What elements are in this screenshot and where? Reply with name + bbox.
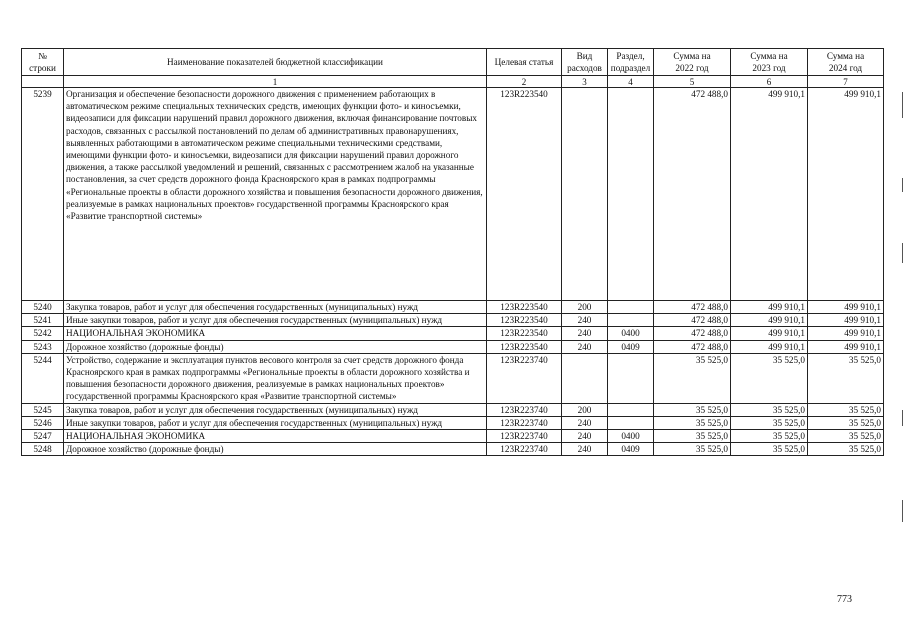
row-number: 5239 [22, 88, 64, 301]
column-number: 4 [608, 76, 654, 88]
scan-edge-mark [902, 92, 903, 118]
row-sum-2023: 499 910,1 [731, 327, 808, 340]
row-number: 5241 [22, 314, 64, 327]
row-sum-2023: 35 525,0 [731, 416, 808, 429]
row-name: Закупка товаров, работ и услуг для обеспечения государственных (муниципальных) нужд [64, 301, 487, 314]
column-number: 1 [64, 76, 487, 88]
row-name: Организация и обеспечение безопасности дорожного движения с применением работающих в автоматическом режиме специальных технических средств, имеющих функции фото- и киносъемки, видеозаписи для фиксации нарушений правил дорожного движения, включая финансирование почтовых расходов, связанных с рассылкой постановлений по делам об административных правонарушениях, выявленных работающими в автоматическом режиме специальными техническими средствами, имеющими функции фото- и киносъемки, видеозаписи для фиксации нарушений правил дорожного движения, а также рассылкой уведомлений и решений, связанных с рассмотрением жалоб на указанные постановления, за счет средств дорожного фонда Красноярского края в рамках подпрограммы «Региональные проекты в области дорожного хозяйства и повышения безопасности дорожного движения, реализуемые в рамках национальных проектов» государственной программы Красноярского края «Развитие транспортной системы» [64, 88, 487, 301]
row-number: 5242 [22, 327, 64, 340]
row-target-article: 123R223740 [487, 353, 562, 403]
row-sum-2024: 499 910,1 [808, 314, 884, 327]
row-section: 0400 [608, 430, 654, 443]
budget-table [21, 48, 884, 456]
row-section [608, 416, 654, 429]
row-sum-2023: 35 525,0 [731, 353, 808, 403]
row-section [608, 403, 654, 416]
row-sum-2023: 35 525,0 [731, 430, 808, 443]
row-number: 5247 [22, 430, 64, 443]
header-expense-type: Вид расходов [562, 49, 608, 76]
header-indicator-name: Наименование показателей бюджетной классификации [64, 49, 487, 76]
row-number: 5240 [22, 301, 64, 314]
row-target-article: 123R223540 [487, 88, 562, 301]
row-number: 5248 [22, 443, 64, 456]
row-sum-2023: 499 910,1 [731, 88, 808, 301]
row-name: Иные закупки товаров, работ и услуг для обеспечения государственных (муниципальных) нужд [64, 314, 487, 327]
row-name: Иные закупки товаров, работ и услуг для обеспечения государственных (муниципальных) нужд [64, 416, 487, 429]
row-expense-type [562, 88, 608, 301]
column-number [22, 76, 64, 88]
row-section [608, 314, 654, 327]
row-expense-type: 200 [562, 301, 608, 314]
row-number: 5246 [22, 416, 64, 429]
table-row [22, 314, 884, 327]
table-row [22, 403, 884, 416]
row-sum-2022: 472 488,0 [654, 340, 731, 353]
row-sum-2024: 35 525,0 [808, 353, 884, 403]
row-sum-2022: 35 525,0 [654, 416, 731, 429]
row-target-article: 123R223540 [487, 301, 562, 314]
row-target-article: 123R223540 [487, 314, 562, 327]
row-section [608, 353, 654, 403]
row-sum-2024: 499 910,1 [808, 88, 884, 301]
row-expense-type: 240 [562, 340, 608, 353]
row-sum-2022: 35 525,0 [654, 430, 731, 443]
header-sum-2022: Сумма на 2022 год [654, 49, 731, 76]
row-target-article: 123R223540 [487, 340, 562, 353]
scan-edge-mark [902, 243, 903, 263]
table-header-row [22, 49, 884, 76]
header-target-article: Целевая статья [487, 49, 562, 76]
column-number: 5 [654, 76, 731, 88]
row-expense-type [562, 353, 608, 403]
row-number: 5244 [22, 353, 64, 403]
scan-edge-mark [902, 410, 903, 426]
row-target-article: 123R223740 [487, 416, 562, 429]
row-expense-type: 240 [562, 430, 608, 443]
column-number: 3 [562, 76, 608, 88]
scan-edge-mark [902, 500, 903, 522]
row-target-article: 123R223540 [487, 327, 562, 340]
row-target-article: 123R223740 [487, 430, 562, 443]
row-sum-2022: 472 488,0 [654, 301, 731, 314]
column-number: 7 [808, 76, 884, 88]
row-name: НАЦИОНАЛЬНАЯ ЭКОНОМИКА [64, 327, 487, 340]
row-sum-2024: 35 525,0 [808, 403, 884, 416]
row-target-article: 123R223740 [487, 443, 562, 456]
row-target-article: 123R223740 [487, 403, 562, 416]
row-expense-type: 240 [562, 443, 608, 456]
row-section: 0409 [608, 443, 654, 456]
row-section [608, 301, 654, 314]
row-sum-2023: 35 525,0 [731, 443, 808, 456]
row-section [608, 88, 654, 301]
header-sum-2023: Сумма на 2023 год [731, 49, 808, 76]
row-expense-type: 240 [562, 416, 608, 429]
row-sum-2022: 472 488,0 [654, 327, 731, 340]
row-expense-type: 240 [562, 314, 608, 327]
row-expense-type: 200 [562, 403, 608, 416]
header-sum-2024: Сумма на 2024 год [808, 49, 884, 76]
row-name: Устройство, содержание и эксплуатация пунктов весового контроля за счет средств дорожного фонда Красноярского края в рамках подпрограммы «Региональные проекты в области дорожного хозяйства и повышения безопасности дорожного движения, реализуемые в рамках национальных проектов» государственной программы Красноярского края «Развитие транспортной системы» [64, 353, 487, 403]
row-sum-2022: 35 525,0 [654, 403, 731, 416]
row-name: Закупка товаров, работ и услуг для обеспечения государственных (муниципальных) нужд [64, 403, 487, 416]
row-sum-2022: 35 525,0 [654, 443, 731, 456]
table-row [22, 301, 884, 314]
row-sum-2022: 35 525,0 [654, 353, 731, 403]
table-row [22, 353, 884, 403]
page-number: 773 [837, 594, 852, 605]
row-sum-2023: 499 910,1 [731, 314, 808, 327]
header-section: Раздел, подраздел [608, 49, 654, 76]
row-number: 5245 [22, 403, 64, 416]
row-sum-2024: 35 525,0 [808, 443, 884, 456]
row-sum-2024: 35 525,0 [808, 430, 884, 443]
table-row [22, 340, 884, 353]
row-sum-2024: 499 910,1 [808, 340, 884, 353]
row-name: Дорожное хозяйство (дорожные фонды) [64, 443, 487, 456]
table-row [22, 327, 884, 340]
row-section: 0409 [608, 340, 654, 353]
row-sum-2023: 35 525,0 [731, 403, 808, 416]
row-sum-2022: 472 488,0 [654, 314, 731, 327]
row-name: Дорожное хозяйство (дорожные фонды) [64, 340, 487, 353]
row-section: 0400 [608, 327, 654, 340]
row-name: НАЦИОНАЛЬНАЯ ЭКОНОМИКА [64, 430, 487, 443]
column-number-row [22, 76, 884, 88]
row-sum-2023: 499 910,1 [731, 340, 808, 353]
row-expense-type: 240 [562, 327, 608, 340]
column-number: 6 [731, 76, 808, 88]
row-sum-2023: 499 910,1 [731, 301, 808, 314]
table-row [22, 443, 884, 456]
column-number: 2 [487, 76, 562, 88]
table-row [22, 88, 884, 301]
scan-edge-mark [902, 178, 903, 192]
header-row-number: № строки [22, 49, 64, 76]
row-sum-2022: 472 488,0 [654, 88, 731, 301]
row-number: 5243 [22, 340, 64, 353]
row-sum-2024: 499 910,1 [808, 327, 884, 340]
row-sum-2024: 499 910,1 [808, 301, 884, 314]
row-sum-2024: 35 525,0 [808, 416, 884, 429]
table-row [22, 416, 884, 429]
table-row [22, 430, 884, 443]
